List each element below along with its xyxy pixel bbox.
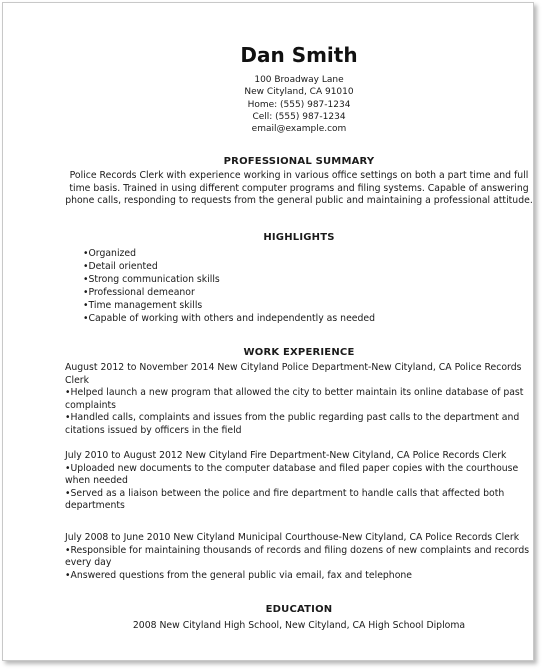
job-title: July 2008 to June 2010 New Cityland Municipal Courthouse-New Cityland, CA Police Records Clerk — [65, 532, 520, 543]
job-title: August 2012 to November 2014 New Cityland Police Department-New Cityland, CA Police Records Clerk — [65, 362, 522, 386]
summary-text: Police Records Clerk with experience working in various office settings on both a part time and full time basis. Trained in using different computer programs and filing systems. Capable of answering phone calls, responding to requests from the general public and maintaining a professional attitude. — [65, 170, 533, 206]
job-bullet: •Helped launch a new program that allowed the city to better maintain its online database of past complaints — [65, 387, 524, 411]
highlight-item: •Time management skills — [83, 300, 203, 311]
resume-page — [2, 2, 534, 661]
job-bullet: •Handled calls, complaints and issues from the public regarding past calls to the department and citations issued by officers in the field — [65, 412, 520, 436]
highlight-item: •Strong communication skills — [83, 274, 220, 285]
education-text: 2008 New Cityland High School, New Cityland, CA High School Diploma — [132, 620, 466, 631]
highlights-heading: HIGHLIGHTS — [263, 232, 335, 243]
highlight-item: •Organized — [83, 248, 137, 259]
home-phone: Home: (555) 987-1234 — [247, 99, 351, 110]
highlight-item: •Detail oriented — [83, 261, 158, 272]
summary-heading: PROFESSIONAL SUMMARY — [223, 156, 375, 167]
highlight-item: •Professional demeanor — [83, 287, 195, 298]
email: email@example.com — [251, 124, 347, 135]
job-title: July 2010 to August 2012 New Cityland Fire Department-New Cityland, CA Police Records Clerk — [65, 450, 507, 461]
job-entry — [65, 450, 533, 513]
job-bullet: •Answered questions from the general public via email, fax and telephone — [65, 569, 413, 581]
highlight-item: •Capable of working with others and independently as needed — [83, 313, 376, 324]
job-bullet: •Uploaded new documents to the computer database and filed paper copies with the courthouse when needed — [65, 462, 519, 486]
cell-phone: Cell: (555) 987-1234 — [252, 111, 346, 122]
resume-name: Dan Smith — [240, 43, 358, 67]
job-entry — [65, 532, 533, 582]
address-line-2: New Cityland, CA 91010 — [244, 87, 354, 98]
address-line-1: 100 Broadway Lane — [254, 75, 344, 85]
job-entry — [65, 362, 533, 437]
experience-heading: WORK EXPERIENCE — [243, 347, 355, 358]
job-bullet: •Responsible for maintaining thousands of records and filing dozens of new complaints and records every day — [65, 544, 530, 568]
contact-block — [65, 74, 533, 135]
education-heading: EDUCATION — [265, 604, 333, 615]
job-bullet: •Served as a liaison between the police and fire department to handle calls that affected both departments — [65, 487, 505, 511]
highlights-list — [83, 247, 533, 325]
